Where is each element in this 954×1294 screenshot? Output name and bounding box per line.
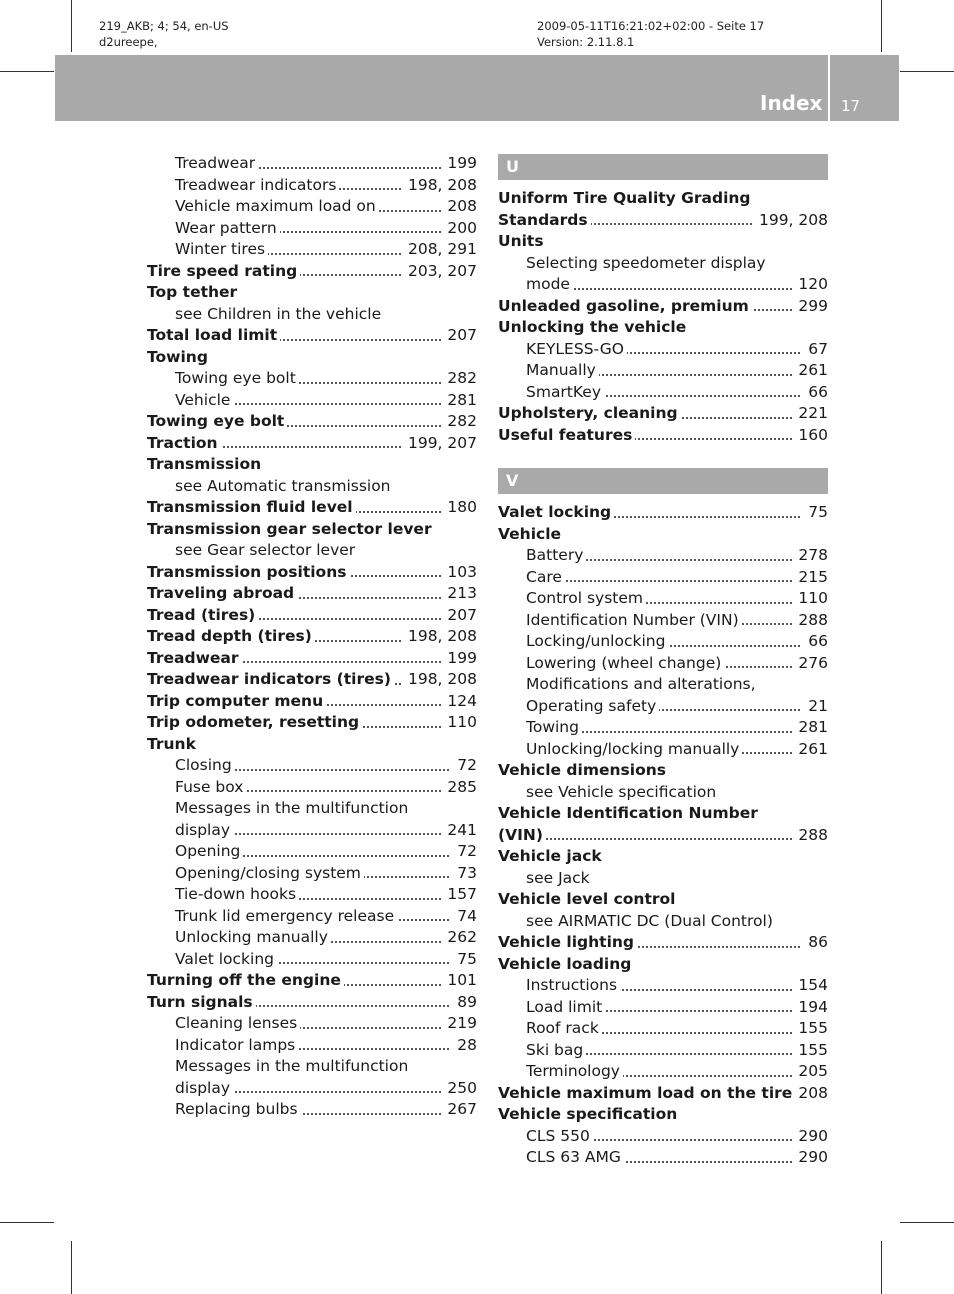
entry-label: Transmission [147,454,264,476]
entry-label: Traction [147,433,221,455]
index-entry [498,403,828,425]
index-subentry [498,360,828,382]
entry-page-ref: 207 [441,325,477,347]
entry-page-ref: 288 [792,610,828,632]
index-subentry [498,868,828,890]
entry-page-ref: 74 [451,906,477,928]
index-entry [498,1083,828,1105]
entry-label: Manually [526,360,599,382]
entry-page-ref: 261 [792,360,828,382]
entry-page-ref: 200 [441,218,477,240]
entry-label: Operating safety [526,696,659,718]
entry-page-ref: 208 [792,1083,828,1105]
index-entry [498,1104,828,1126]
entry-label: Vehicle level control [498,889,678,911]
entry-label: Towing [147,347,211,369]
entry-page-ref: 207 [441,605,477,627]
entry-page-ref: 72 [451,755,477,777]
crop-mark-bottom-right-h [900,1222,954,1223]
crop-mark-bottom-left-h [0,1222,54,1223]
index-entry [147,433,477,455]
entry-label: SmartKey [526,382,604,404]
index-column-left [147,153,477,1121]
index-subentry [498,382,828,404]
index-subentry [147,927,477,949]
entry-page-ref: 194 [792,997,828,1019]
index-entry [498,296,828,318]
entry-page-ref: 198, 208 [402,626,477,648]
index-subentry [147,368,477,390]
entry-page-ref: 288 [792,825,828,847]
entry-label: Traveling abroad [147,583,297,605]
entry-label: CLS 550 [526,1126,593,1148]
entry-label: Vehicle dimensions [498,760,669,782]
index-subentry [498,782,828,804]
index-subentry [498,545,828,567]
entry-label: Modifications and alterations, [526,674,759,696]
entry-page-ref: 281 [792,717,828,739]
entry-page-ref: 215 [792,567,828,589]
entry-label: Tread depth (tires) [147,626,315,648]
entry-label: CLS 63 AMG [526,1147,624,1169]
entry-label: Ski bag [526,1040,586,1062]
index-subentry [147,239,477,261]
entry-label: Vehicle maximum load on [175,196,379,218]
index-entry [147,712,477,734]
index-entry [147,992,477,1014]
entry-page-ref: 154 [792,975,828,997]
index-entry [498,188,828,210]
entry-label: Vehicle Identification Number [498,803,761,825]
entry-label: see AIRMATIC DC (Dual Control) [526,911,776,933]
entry-page-ref: 281 [441,390,477,412]
entry-label: Tire speed rating [147,261,300,283]
index-subentry [147,476,477,498]
entry-label: Useful features [498,425,635,447]
index-subentry [147,390,477,412]
entry-label: see Jack [526,868,593,890]
entry-label: Load limit [526,997,605,1019]
index-subentry [147,1035,477,1057]
index-entry [498,425,828,447]
entry-label: Valet locking [175,949,277,971]
entry-label: Vehicle specification [498,1104,680,1126]
index-subentry [147,1078,477,1100]
index-subentry [498,653,828,675]
index-entry [147,411,477,433]
entry-page-ref: 199, 207 [402,433,477,455]
index-subentry [147,153,477,175]
entry-label: Tie-down hooks [175,884,299,906]
index-subentry [498,253,828,275]
index-subentry [498,339,828,361]
entry-label: Standards [498,210,591,232]
entry-label: Uniform Tire Quality Grading [498,188,754,210]
index-subentry [498,696,828,718]
index-subentry [498,1018,828,1040]
entry-label: Selecting speedometer display [526,253,769,275]
entry-page-ref: 21 [802,696,828,718]
section-header-u: U [498,154,828,180]
index-subentry [147,820,477,842]
entry-page-ref: 198, 208 [402,669,477,691]
entry-page-ref: 101 [441,970,477,992]
entry-label: Roof rack [526,1018,602,1040]
crop-mark-bottom-right-v [881,1241,882,1294]
index-entry [147,626,477,648]
index-entry [498,846,828,868]
index-subentry [147,884,477,906]
entry-label: Vehicle loading [498,954,634,976]
index-entry [147,347,477,369]
index-subentry [147,1056,477,1078]
index-entry [498,825,828,847]
index-entry [147,970,477,992]
index-entry [147,325,477,347]
entry-page-ref: 160 [792,425,828,447]
entry-label: display [175,1078,233,1100]
index-column-right [498,153,828,1169]
entry-page-ref: 221 [792,403,828,425]
index-entry [147,605,477,627]
entry-label: Fuse box [175,777,246,799]
index-entry [147,648,477,670]
entry-page-ref: 198, 208 [402,175,477,197]
leader-dots [526,580,828,582]
index-subentry [147,1099,477,1121]
section-gap [498,446,828,467]
entry-label: Treadwear indicators (tires) [147,669,394,691]
entry-label: Wear pattern [175,218,280,240]
entry-label: Turning off the engine [147,970,344,992]
entry-label: Lowering (wheel change) [526,653,724,675]
entry-page-ref: 72 [451,841,477,863]
entry-page-ref: 110 [792,588,828,610]
entry-label: Vehicle jack [498,846,605,868]
entry-label: see Children in the vehicle [175,304,384,326]
entry-page-ref: 124 [441,691,477,713]
entry-label: Treadwear [147,648,242,670]
header-divider [828,55,830,121]
section-header-v: V [498,468,828,494]
crop-mark-top-left-v [71,0,72,52]
entry-label: Replacing bulbs [175,1099,301,1121]
entry-label: Terminology [526,1061,623,1083]
index-subentry [498,674,828,696]
entry-label: see Vehicle specification [526,782,719,804]
index-subentry [498,739,828,761]
entry-page-ref: 66 [802,382,828,404]
entry-label: Vehicle maximum load on the tire [498,1083,795,1105]
entry-page-ref: 213 [441,583,477,605]
entry-page-ref: 250 [441,1078,477,1100]
entry-page-ref: 282 [441,411,477,433]
entry-label: Unlocking/locking manually [526,739,742,761]
entry-label: Transmission fluid level [147,497,356,519]
entry-page-ref: 203, 207 [402,261,477,283]
index-entry [147,519,477,541]
index-subentry [498,717,828,739]
leader-dots [498,838,828,840]
entry-label: Indicator lamps [175,1035,298,1057]
entry-page-ref: 110 [441,712,477,734]
index-subentry [498,1126,828,1148]
entry-label: Messages in the multifunction [175,1056,411,1078]
entry-label: Opening [175,841,243,863]
index-entry [147,454,477,476]
entry-page-ref: 67 [802,339,828,361]
entry-label: Messages in the multifunction [175,798,411,820]
entry-page-ref: 155 [792,1018,828,1040]
index-subentry [498,610,828,632]
entry-label: mode [526,274,573,296]
page-title: Index [760,91,823,115]
entry-page-ref: 199 [441,648,477,670]
index-entry [147,261,477,283]
entry-label: Total load limit [147,325,280,347]
index-entry [498,524,828,546]
index-subentry [147,777,477,799]
print-meta-left [99,18,229,50]
entry-label: Cleaning lenses [175,1013,300,1035]
entry-page-ref: 180 [441,497,477,519]
entry-label: Identification Number (VIN) [526,610,742,632]
entry-page-ref: 199 [441,153,477,175]
entry-page-ref: 199, 208 [753,210,828,232]
index-entry [498,760,828,782]
section-v-entries [498,502,828,1169]
entry-label: Trip odometer, resetting [147,712,362,734]
entry-page-ref: 261 [792,739,828,761]
index-subentry [147,304,477,326]
index-entry [147,497,477,519]
entry-label: Turn signals [147,992,256,1014]
index-entry [498,502,828,524]
print-meta-left-line1: 219_AKB; 4; 54, en-US [99,19,229,33]
entry-page-ref: 89 [451,992,477,1014]
print-meta-left-line2: d2ureepe, [99,35,158,49]
index-subentry [147,798,477,820]
index-subentry [147,949,477,971]
entry-page-ref: 290 [792,1126,828,1148]
entry-label: Locking/unlocking [526,631,668,653]
entry-label: Vehicle lighting [498,932,637,954]
entry-label: Closing [175,755,235,777]
print-meta-right-line1: 2009-05-11T16:21:02+02:00 - Seite 17 [537,19,765,33]
entry-label: Transmission gear selector lever [147,519,435,541]
index-subentry [498,1147,828,1169]
entry-label: Trip computer menu [147,691,326,713]
entry-label: Towing eye bolt [175,368,299,390]
index-entry [147,691,477,713]
entry-page-ref: 278 [792,545,828,567]
entry-label: Unlocking the vehicle [498,317,689,339]
entry-label: Units [498,231,547,253]
entry-label: Treadwear [175,153,258,175]
entry-page-ref: 208 [441,196,477,218]
entry-label: display [175,820,233,842]
entry-page-ref: 208, 291 [402,239,477,261]
entry-label: Instructions [526,975,620,997]
entry-label: see Automatic transmission [175,476,394,498]
index-subentry [498,631,828,653]
entry-label: Transmission positions [147,562,349,584]
entry-page-ref: 28 [451,1035,477,1057]
print-meta-right [537,18,764,50]
index-entry [498,932,828,954]
entry-page-ref: 276 [792,653,828,675]
page-header-bar [55,55,899,121]
entry-page-ref: 73 [451,863,477,885]
index-subentry [147,218,477,240]
index-entry [498,889,828,911]
entry-page-ref: 290 [792,1147,828,1169]
page-number: 17 [841,97,861,115]
index-subentry [498,567,828,589]
index-subentry [147,863,477,885]
entry-label: Vehicle [175,390,233,412]
index-entry [498,317,828,339]
index-subentry [147,196,477,218]
entry-label: Control system [526,588,646,610]
crop-mark-top-right-h [900,71,954,72]
index-entry [147,562,477,584]
entry-label: Treadwear indicators [175,175,339,197]
entry-label: Unleaded gasoline, premium [498,296,752,318]
entry-label: Care [526,567,565,589]
index-subentry [498,1061,828,1083]
index-entry [147,669,477,691]
entry-page-ref: 267 [441,1099,477,1121]
entry-page-ref: 155 [792,1040,828,1062]
entry-page-ref: 299 [792,296,828,318]
entry-label: Valet locking [498,502,614,524]
index-subentry [147,175,477,197]
index-subentry [498,975,828,997]
index-entry [498,210,828,232]
entry-page-ref: 157 [441,884,477,906]
index-subentry [498,1040,828,1062]
entry-page-ref: 75 [451,949,477,971]
entry-page-ref: 285 [441,777,477,799]
entry-page-ref: 262 [441,927,477,949]
entry-page-ref: 282 [441,368,477,390]
entry-label: Upholstery, cleaning [498,403,681,425]
index-entry [147,282,477,304]
entry-label: Top tether [147,282,240,304]
entry-label: Battery [526,545,586,567]
index-entry [147,583,477,605]
entry-page-ref: 120 [792,274,828,296]
entry-label: KEYLESS-GO [526,339,627,361]
entry-page-ref: 103 [441,562,477,584]
index-subentry [147,1013,477,1035]
index-subentry [147,540,477,562]
index-subentry [498,997,828,1019]
entry-label: Trunk [147,734,199,756]
entry-label: Winter tires [175,239,268,261]
entry-label: see Gear selector lever [175,540,358,562]
entry-label: Unlocking manually [175,927,331,949]
entry-page-ref: 241 [441,820,477,842]
entry-page-ref: 219 [441,1013,477,1035]
index-entry [498,231,828,253]
index-entry [147,734,477,756]
entry-label: Towing eye bolt [147,411,287,433]
entry-label: Vehicle [498,524,564,546]
entry-label: Trunk lid emergency release [175,906,397,928]
index-subentry [147,841,477,863]
entry-page-ref: 86 [802,932,828,954]
index-subentry [498,588,828,610]
index-subentry [147,906,477,928]
crop-mark-top-right-v [881,0,882,52]
entry-page-ref: 205 [792,1061,828,1083]
print-meta-right-line2: Version: 2.11.8.1 [537,35,635,49]
entry-label: Tread (tires) [147,605,258,627]
index-subentry [147,755,477,777]
entry-label: Towing [526,717,582,739]
crop-mark-bottom-left-v [71,1241,72,1294]
entry-page-ref: 66 [802,631,828,653]
index-entry [498,803,828,825]
crop-mark-top-left-h [0,71,54,72]
index-subentry [498,274,828,296]
entry-page-ref: 75 [802,502,828,524]
section-u-entries [498,188,828,446]
index-entry [498,954,828,976]
entry-label: (VIN) [498,825,546,847]
entry-label: Opening/closing system [175,863,364,885]
index-subentry [498,911,828,933]
